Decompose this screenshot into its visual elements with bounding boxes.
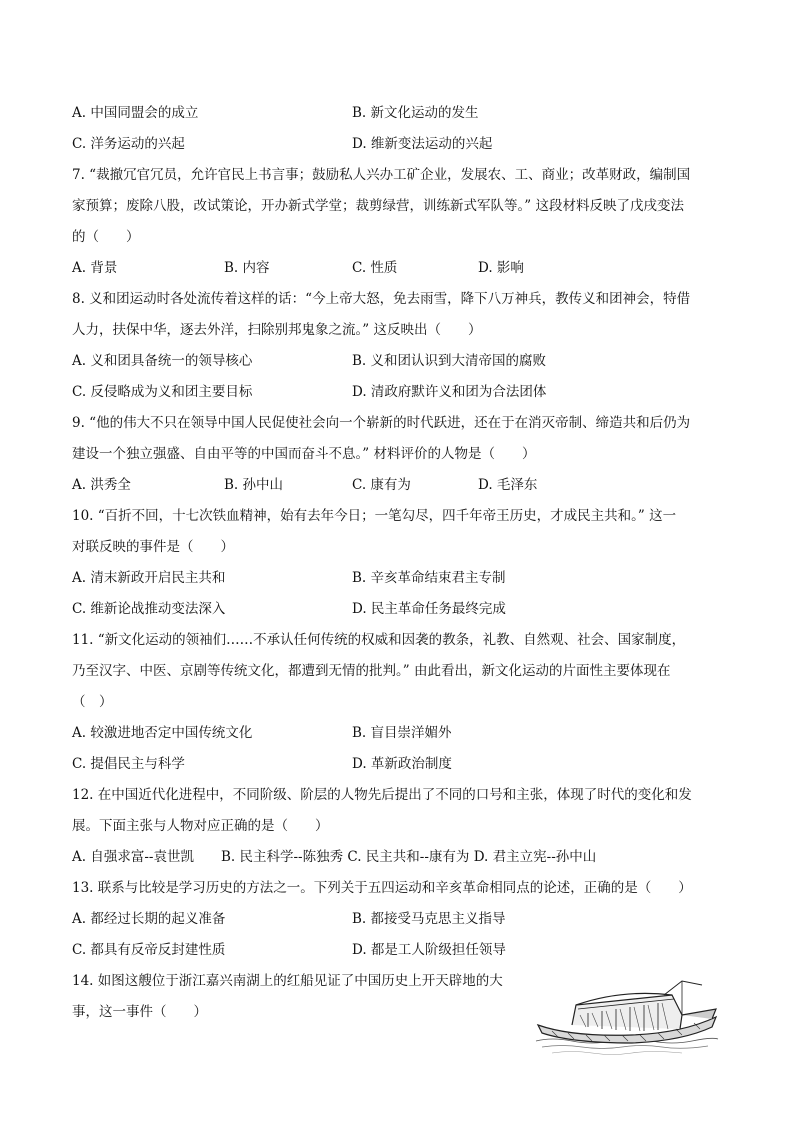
q14-line-1: 14. 如图这艘位于浙江嘉兴南湖上的红船见证了中国历史上开天辟地的大: [72, 973, 503, 989]
q7-option-c: C. 性质: [352, 260, 398, 276]
q11-line-3: （ ）: [72, 694, 113, 710]
q10-line-2: 对联反映的事件是（ ）: [72, 539, 234, 555]
red-boat-illustration: [532, 975, 720, 1057]
q12-line-2: 展。下面主张与人物对应正确的是（ ）: [72, 818, 329, 834]
q7-option-b: B. 内容: [224, 260, 270, 276]
q8-option-b: B. 义和团认识到大清帝国的腐败: [352, 353, 547, 369]
q7-option-d: D. 影响: [478, 260, 524, 276]
q11-option-a: A. 较激进地否定中国传统文化: [72, 725, 253, 741]
q10-option-d: D. 民主革命任务最终完成: [352, 601, 506, 617]
q8-line-2: 人力，扶保中华，逐去外洋，扫除别邦鬼象之流。” 这反映出（ ）: [72, 322, 482, 338]
q9-line-1: 9. “他的伟大不只在领导中国人民促使社会向一个崭新的时代跃进，还在于在消灭帝制、缔造共和后仍为: [72, 415, 691, 431]
q11-line-2: 乃至汉字、中医、京剧等传统文化，都遭到无情的批判。” 由此看出，新文化运动的片面性主要体现在: [72, 663, 671, 679]
option-prev-b: B. 新文化运动的发生: [352, 105, 479, 121]
q8-option-d: D. 清政府默许义和团为合法团体: [352, 384, 547, 400]
q13-option-c: C. 都具有反帝反封建性质: [72, 942, 226, 958]
q7-option-a: A. 背景: [72, 260, 118, 276]
q12-options-line: A. 自强求富--袁世凯 B. 民主科学--陈独秀 C. 民主共和--康有为 D. 君主立宪--孙中山: [72, 849, 597, 865]
q10-line-1: 10. “百折不回，十七次铁血精神，始有去年今日；一笔勾尽，四千年帝王历史，才成民主共和。” 这一: [72, 508, 677, 524]
q13-line-1: 13. 联系与比较是学习历史的方法之一。下列关于五四运动和辛亥革命相同点的论述，正确的是（ ）: [72, 880, 692, 896]
q8-option-c: C. 反侵略成为义和团主要目标: [72, 384, 253, 400]
q10-option-b: B. 辛亥革命结束君主专制: [352, 570, 506, 586]
q7-line-3: 的（ ）: [72, 229, 140, 245]
q8-option-a: A. 义和团具备统一的领导核心: [72, 353, 253, 369]
q14-line-2: 事，这一事件（ ）: [72, 1004, 207, 1020]
q13-option-b: B. 都接受马克思主义指导: [352, 911, 506, 927]
q13-option-d: D. 都是工人阶级担任领导: [352, 942, 506, 958]
q13-option-a: A. 都经过长期的起义准备: [72, 911, 226, 927]
q11-option-d: D. 革新政治制度: [352, 756, 452, 772]
q11-option-b: B. 盲目崇洋媚外: [352, 725, 452, 741]
q9-option-c: C. 康有为: [352, 477, 411, 493]
option-prev-a: A. 中国同盟会的成立: [72, 105, 199, 121]
q7-line-1: 7. “裁撤冗官冗员，允许官民上书言事；鼓励私人兴办工矿企业，发展农、工、商业；改革财政，编制国: [72, 167, 691, 183]
q10-option-c: C. 维新论战推动变法深入: [72, 601, 226, 617]
q9-line-2: 建设一个独立强盛、自由平等的中国而奋斗不息。” 材料评价的人物是（ ）: [72, 446, 536, 462]
q8-line-1: 8. 义和团运动时各处流传着这样的话：“今上帝大怒，免去雨雪，降下八万神兵，教传义和团神会，特借: [72, 291, 691, 307]
q11-option-c: C. 提倡民主与科学: [72, 756, 185, 772]
q9-option-d: D. 毛泽东: [478, 477, 538, 493]
q12-line-1: 12. 在中国近代化进程中，不同阶级、阶层的人物先后提出了不同的口号和主张，体现了时代的变化和发: [72, 787, 692, 803]
q11-line-1: 11. “新文化运动的领袖们……不承认任何传统的权威和因袭的教条，礼教、自然观、社会、国家制度，: [72, 632, 686, 648]
q7-line-2: 家预算；废除八股，改试策论，开办新式学堂；裁剪绿营，训练新式军队等。” 这段材料反映了戊戌变法: [72, 198, 684, 214]
option-prev-c: C. 洋务运动的兴起: [72, 136, 185, 152]
q9-option-b: B. 孙中山: [224, 477, 284, 493]
q9-option-a: A. 洪秀全: [72, 477, 131, 493]
q10-option-a: A. 清末新政开启民主共和: [72, 570, 226, 586]
option-prev-d: D. 维新变法运动的兴起: [352, 136, 493, 152]
